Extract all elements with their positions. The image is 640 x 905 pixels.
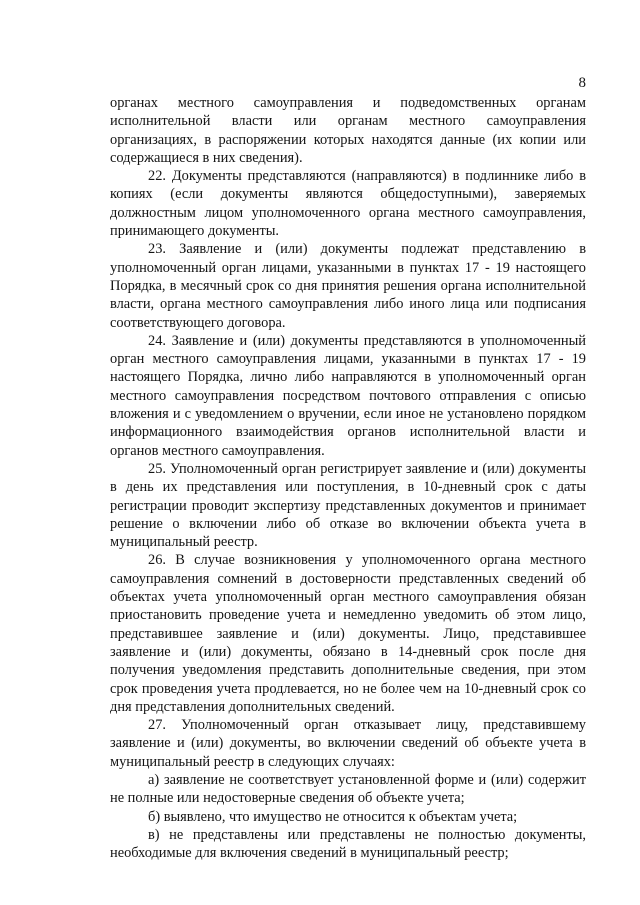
paragraph-24: 24. Заявление и (или) документы представляются в уполномоченный орган местного самоуправления лицами, указанными в пунктах 17 - 19 настоящего Порядка, лично либо направляются в уполномоченный орган местного самоуправления посредством почтового отправления с описью вложения и с уведомлением о вручении, если иное не установлено порядком информационного взаимодействия органов исполнительной власти и органов местного самоуправления. (110, 332, 586, 459)
paragraph-22: 22. Документы представляются (направляются) в подлиннике либо в копиях (если документы являются общедоступными), заверяемых должностным лицом уполномоченного органа местного самоуправления, принимающего документы. (110, 168, 586, 240)
paragraph-27: 27. Уполномоченный орган отказывает лицу, представившему заявление и (или) документы, во включении сведений об объекте учета в муниципальный реестр в следующих случаях: (110, 717, 586, 770)
document-body (110, 94, 586, 862)
list-item-a: а) заявление не соответствует установленной форме и (или) содержит не полные или недостоверные сведения об объекте учета; (110, 771, 586, 807)
page-number: 8 (578, 75, 586, 91)
paragraph-26: 26. В случае возникновения у уполномоченного органа местного самоуправления сомнений в достоверности представленных сведений об объектах учета уполномоченный орган местного самоуправления обязан приостановить проведение учета и немедленно уведомить об этом лицо, представившее заявление и (или) документы. Лицо, представившее заявление и (или) документы, обязано в 14-дневный срок после дня получения уведомления представить дополнительные сведения, при этом срок проведения учета продлевается, но не более чем на 10-дневный срок со дня представления дополнительных сведений. (110, 552, 586, 715)
list-item-v: в) не представлены или представлены не полностью документы, необходимые для включения сведений в муниципальный реестр; (110, 826, 586, 862)
list-item-b: б) выявлено, что имущество не относится к объектам учета; (148, 808, 518, 825)
paragraph-23: 23. Заявление и (или) документы подлежат представлению в уполномоченный орган лицами, указанными в пунктах 17 - 19 настоящего Порядка, в месячный срок со дня принятия решения органа исполнительной власти, органа местного самоуправления либо иного лица или подписания соответствующего договора. (110, 241, 586, 331)
paragraph-continuation: органах местного самоуправления и подведомственных органам исполнительной власти или органам местного самоуправления организациях, в распоряжении которых находятся данные (их копии или содержащиеся в них сведения). (110, 95, 586, 166)
paragraph-25: 25. Уполномоченный орган регистрирует заявление и (или) документы в день их представления или поступления, в 10-дневный срок с даты регистрации проводит экспертизу представленных документов и принимает решение о включении либо об отказе во включении объекта учета в муниципальный реестр. (110, 460, 586, 551)
